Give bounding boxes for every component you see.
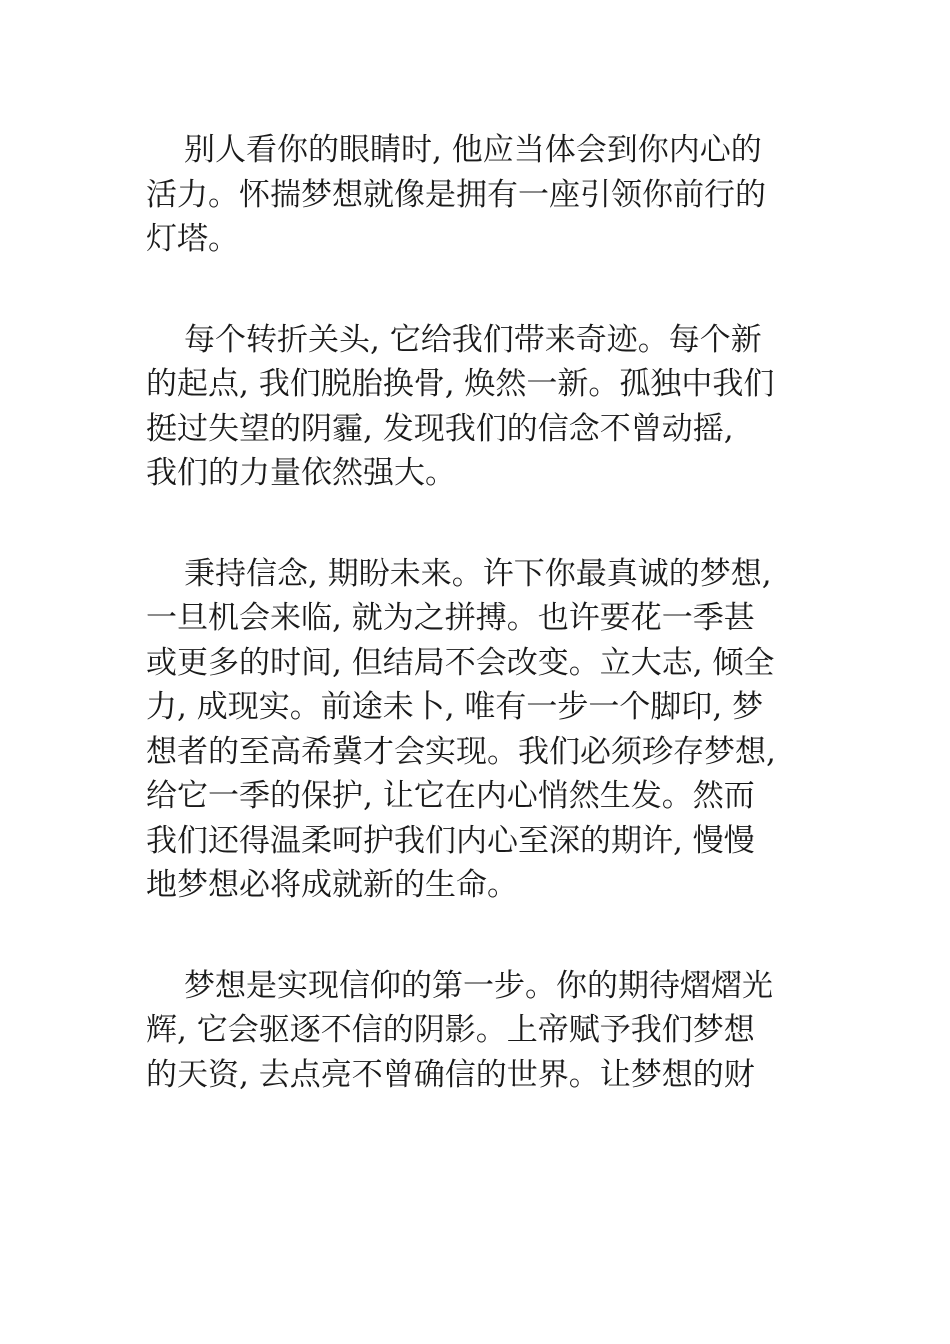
text-line: 或更多的时间, 但结局不会改变。立大志, 倾全 [146,644,775,681]
document-page [146,128,811,1153]
paragraph-3 [146,552,811,908]
paragraph-4 [146,964,811,1098]
paragraph-2 [146,318,811,496]
text-line: 一旦机会来临, 就为之拼搏。也许要花一季甚 [146,600,755,636]
text-line: 灯塔。 [146,221,239,257]
text-line: 活力。怀揣梦想就像是拥有一座引领你前行的 [146,176,766,213]
text-line: 想者的至高希冀才会实现。我们必须珍存梦想, [146,733,776,770]
text-line: 我们的力量依然强大。 [146,455,456,491]
text-line: 每个转折关头, 它给我们带来奇迹。每个新 [184,321,762,358]
text-line: 挺过失望的阴霾, 发现我们的信念不曾动摇, [146,410,734,447]
text-line: 别人看你的眼睛时, 他应当体会到你内心的 [184,132,762,168]
text-line: 梦想是实现信仰的第一步。你的期待熠熠光 [184,967,773,1004]
text-line: 的天资, 去点亮不曾确信的世界。让梦想的财 [146,1056,755,1093]
text-line: 秉持信念, 期盼未来。许下你最真诚的梦想, [184,555,772,592]
text-line: 的起点, 我们脱胎换骨, 焕然一新。孤独中我们 [146,366,775,402]
text-line: 我们还得温柔呵护我们内心至深的期许, 慢慢 [146,822,755,859]
text-line: 力, 成现实。前途未卜, 唯有一步一个脚印, 梦 [146,689,764,725]
text-line: 给它一季的保护, 让它在内心悄然生发。然而 [146,778,755,814]
text-line: 地梦想必将成就新的生命。 [146,867,518,903]
text-line: 辉, 它会驱逐不信的阴影。上帝赋予我们梦想 [146,1012,755,1048]
paragraph-1 [146,128,811,262]
